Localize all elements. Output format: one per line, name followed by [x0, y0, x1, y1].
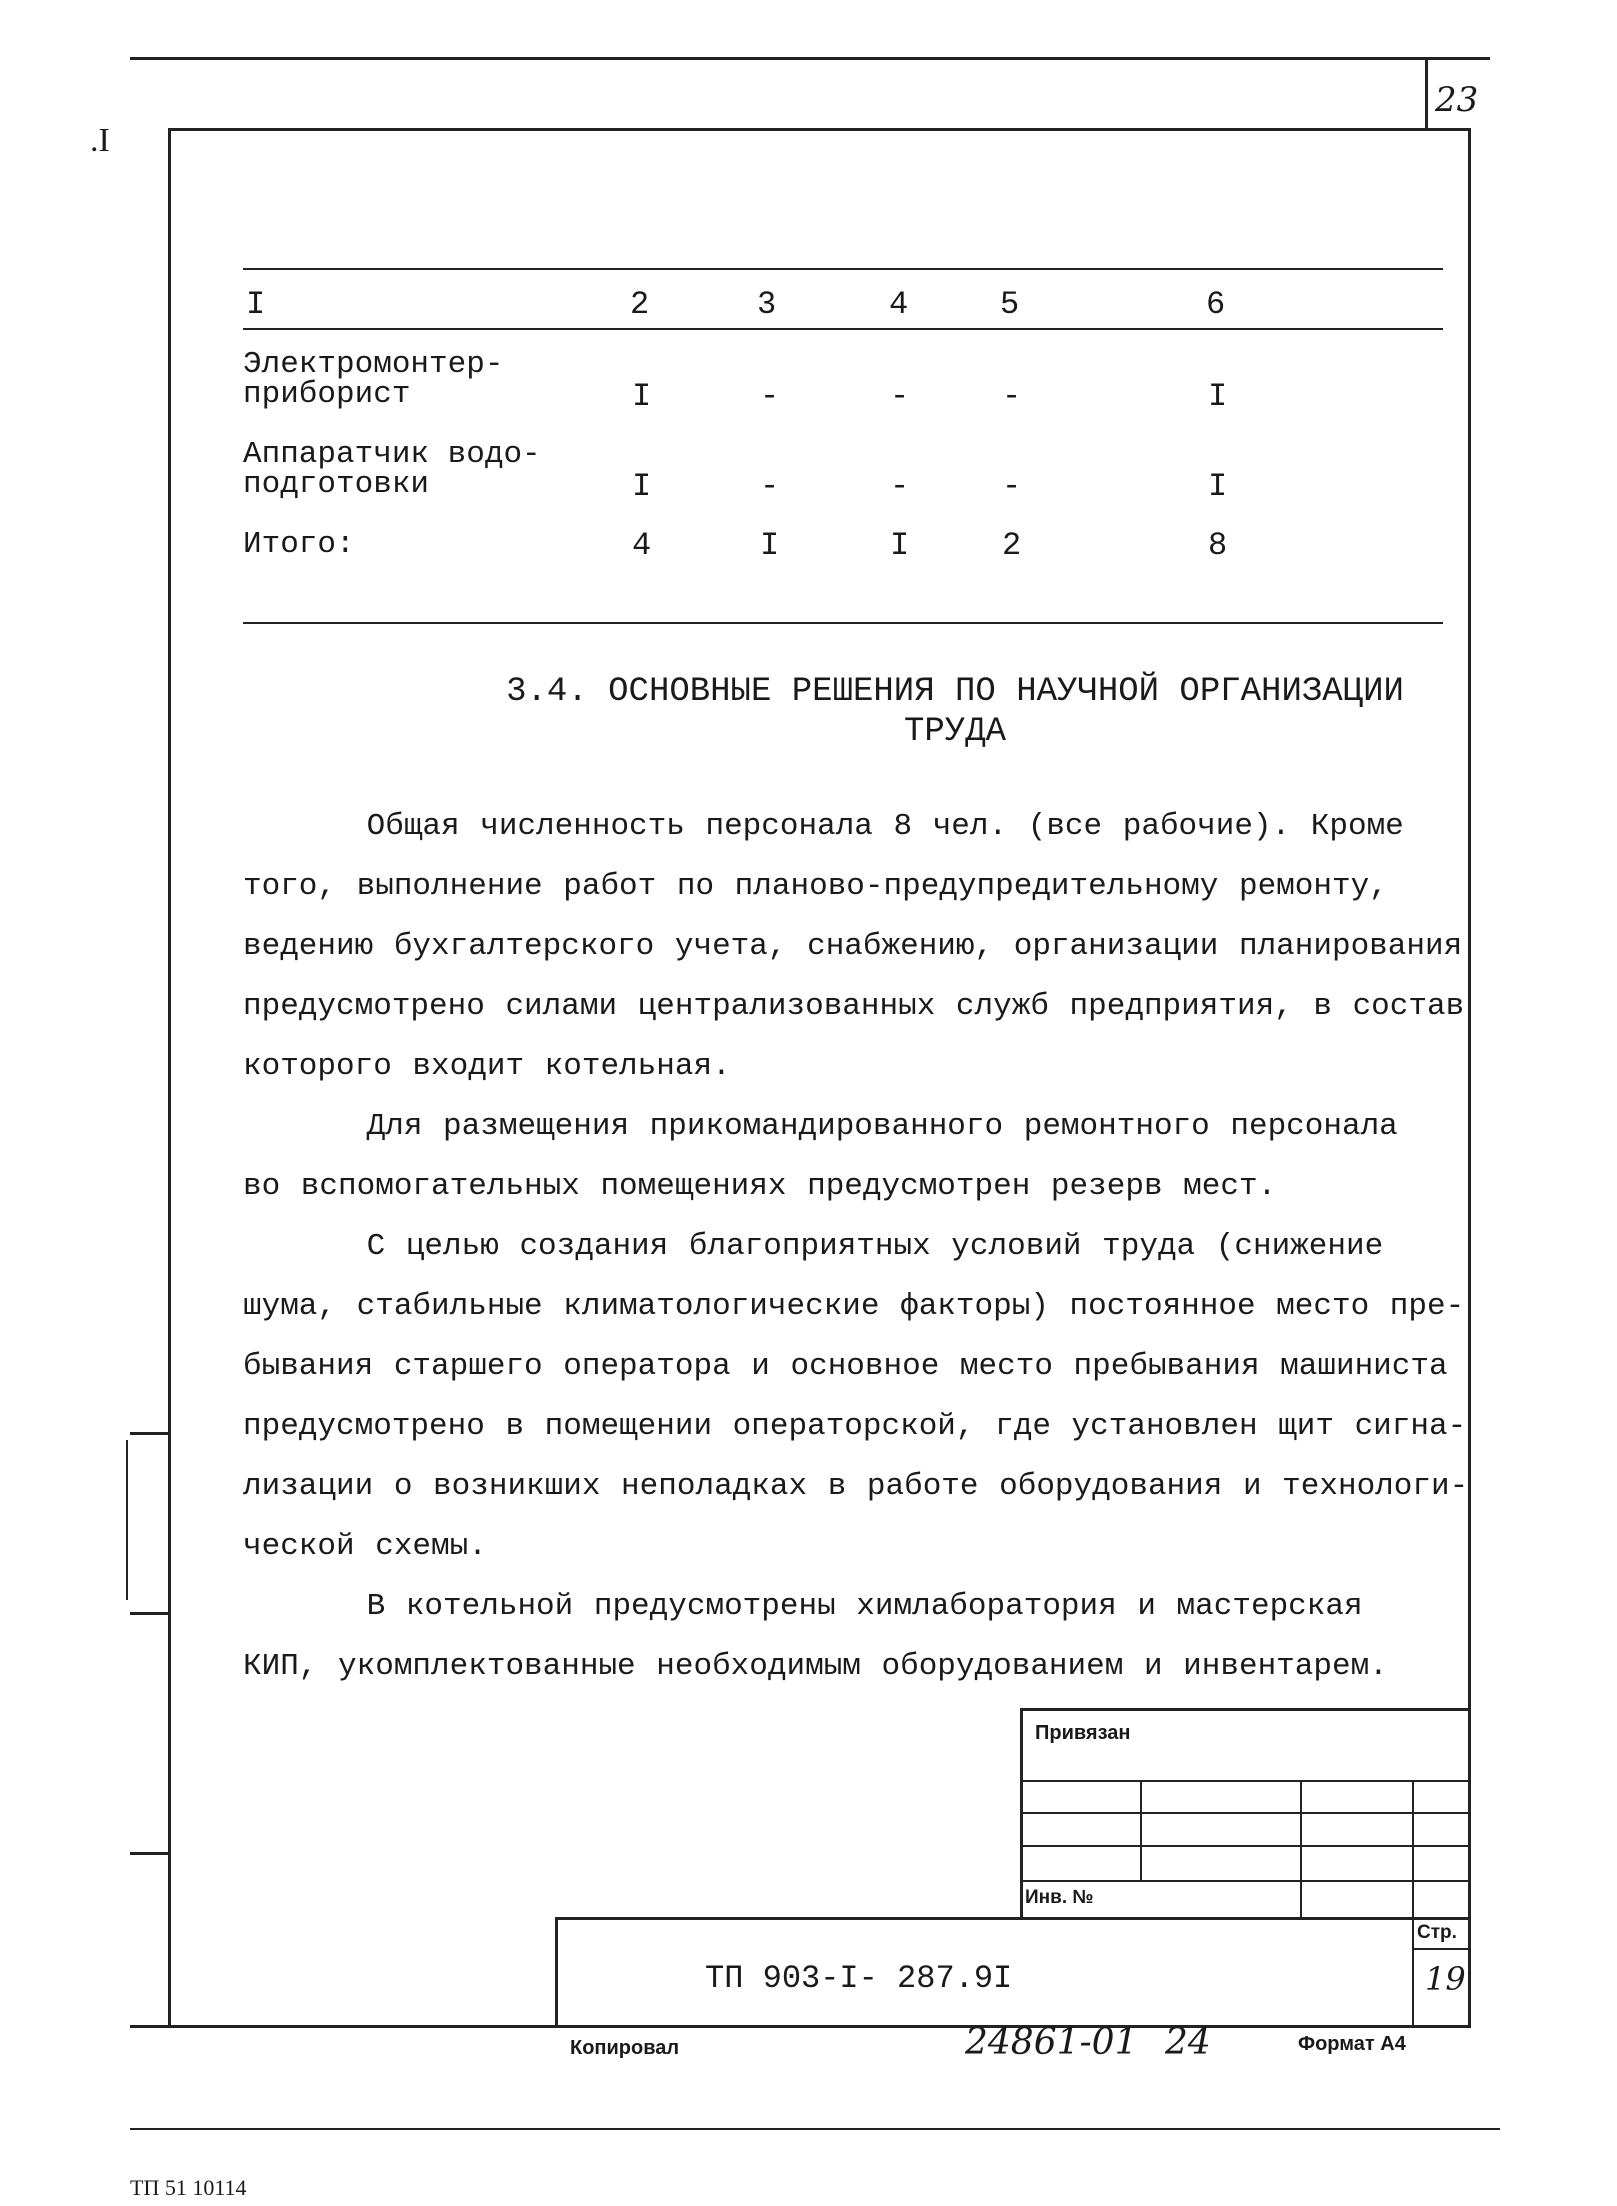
table-bottom-rule: [243, 622, 1443, 624]
margin-mark-4: [130, 1852, 170, 1855]
stamp-top: [1020, 1708, 1470, 1711]
row-label-total: Итого:: [243, 527, 355, 562]
row-label-water-operator: Аппаратчик водо- подготовки: [243, 437, 541, 502]
paragraph-line: шума, стабильные климатологические факторы) постоянное место пре-: [243, 1289, 1465, 1324]
top-rule: [130, 57, 1490, 60]
body-text: [243, 797, 1468, 1697]
privyazan-label: Привязан: [1035, 1722, 1131, 1744]
row2-col6: I: [1208, 468, 1228, 505]
col-header-3: 3: [757, 286, 777, 323]
row3-col2: 4: [632, 527, 652, 564]
page-corner-number: 23: [1435, 80, 1479, 120]
stamp-row-3: [1020, 1845, 1470, 1847]
stamp-col-2: [1300, 1780, 1302, 1918]
code-box-top: [555, 1917, 1470, 1920]
row2-col4: -: [890, 468, 910, 505]
row2-col5: -: [1002, 468, 1022, 505]
col-header-1: I: [246, 286, 266, 323]
left-margin-mark: .I: [90, 122, 110, 159]
frame-top: [168, 128, 1470, 131]
row3-col4: I: [890, 527, 910, 564]
margin-mark-3: [130, 1612, 170, 1615]
row1-col3: -: [760, 378, 780, 415]
row3-col5: 2: [1002, 527, 1022, 564]
row2-col3: -: [760, 468, 780, 505]
row1-col5: -: [1002, 378, 1022, 415]
section-title-line2: ТРУДА: [903, 713, 1007, 751]
col-header-4: 4: [889, 286, 909, 323]
paragraph-line: лизации о возникших неполадках в работе оборудования и технологи-: [243, 1469, 1469, 1504]
handwritten-number: 24861-01: [965, 2022, 1138, 2063]
bottom-code: ТП 51 10114: [130, 2175, 247, 2200]
row1-col6: I: [1208, 378, 1228, 415]
paragraph-line: которого входит котельная.: [243, 1049, 731, 1084]
format-label: Формат А4: [1298, 2033, 1406, 2055]
row1-col4: -: [890, 378, 910, 415]
code-box-left: [555, 1917, 558, 2027]
col-header-6: 6: [1206, 286, 1226, 323]
paragraph-line: КИП, укомплектованные необходимым оборудованием и инвентарем.: [243, 1649, 1388, 1684]
document-code: ТП 903-I- 287.9I: [705, 1960, 1013, 1997]
stamp-row-1: [1020, 1780, 1470, 1782]
row-label-electrician: Электромонтер- приборист: [243, 347, 504, 412]
handwritten-sheet: 24: [1165, 2022, 1211, 2063]
col-header-2: 2: [630, 286, 650, 323]
paragraph-line: Общая численность персонала 8 чел. (все рабочие). Кроме: [243, 809, 1404, 844]
stamp-row-2: [1020, 1812, 1470, 1814]
paragraph-line: того, выполнение работ по планово-предупредительному ремонту,: [243, 869, 1388, 904]
table-header-rule: [243, 328, 1443, 330]
paragraph-line: ведению бухгалтерского учета, снабжению, организации планирования: [243, 929, 1463, 964]
margin-mark-2: [126, 1440, 128, 1600]
margin-mark-1: [130, 1432, 170, 1435]
paragraph-line: предусмотрено в помещении операторской, где установлен щит сигна-: [243, 1409, 1467, 1444]
frame-left: [168, 128, 171, 2028]
page-label-rule: [1412, 1948, 1470, 1950]
row3-col6: 8: [1208, 527, 1228, 564]
col-header-5: 5: [1000, 286, 1020, 323]
inv-number-label: Инв. №: [1025, 1887, 1094, 1908]
paragraph-line: предусмотрено силами централизованных служб предприятия, в состав: [243, 989, 1465, 1024]
copied-label: Копировал: [570, 2037, 680, 2059]
paragraph-line: бывания старшего оператора и основное место пребывания машиниста: [243, 1349, 1448, 1384]
stamp-col-3: [1412, 1780, 1414, 2025]
section-title-line1: 3.4. ОСНОВНЫЕ РЕШЕНИЯ ПО НАУЧНОЙ ОРГАНИЗАЦИИ: [506, 673, 1404, 711]
page-number: 19: [1425, 1960, 1466, 1998]
table-top-rule: [243, 268, 1443, 270]
row3-col3: I: [760, 527, 780, 564]
page-label: Стр.: [1417, 1922, 1457, 1943]
row1-col2: I: [632, 378, 652, 415]
paragraph-line: во вспомогательных помещениях предусмотрен резерв мест.: [243, 1169, 1277, 1204]
frame-bottom: [130, 2025, 1470, 2028]
row2-col2: I: [632, 468, 652, 505]
paragraph-line: ческой схемы.: [243, 1529, 487, 1564]
frame-right: [1468, 128, 1471, 2028]
bottom-rule: [130, 2128, 1500, 2130]
stamp-row-4: [1020, 1880, 1470, 1882]
paragraph-line: С целью создания благоприятных условий труда (снижение: [243, 1229, 1384, 1264]
stamp-col-1: [1140, 1780, 1142, 1880]
corner-box-left: [1425, 60, 1428, 130]
paragraph-line: Для размещения прикомандированного ремонтного персонала: [243, 1109, 1398, 1144]
paragraph-line: В котельной предусмотрены химлаборатория и мастерская: [243, 1589, 1363, 1624]
